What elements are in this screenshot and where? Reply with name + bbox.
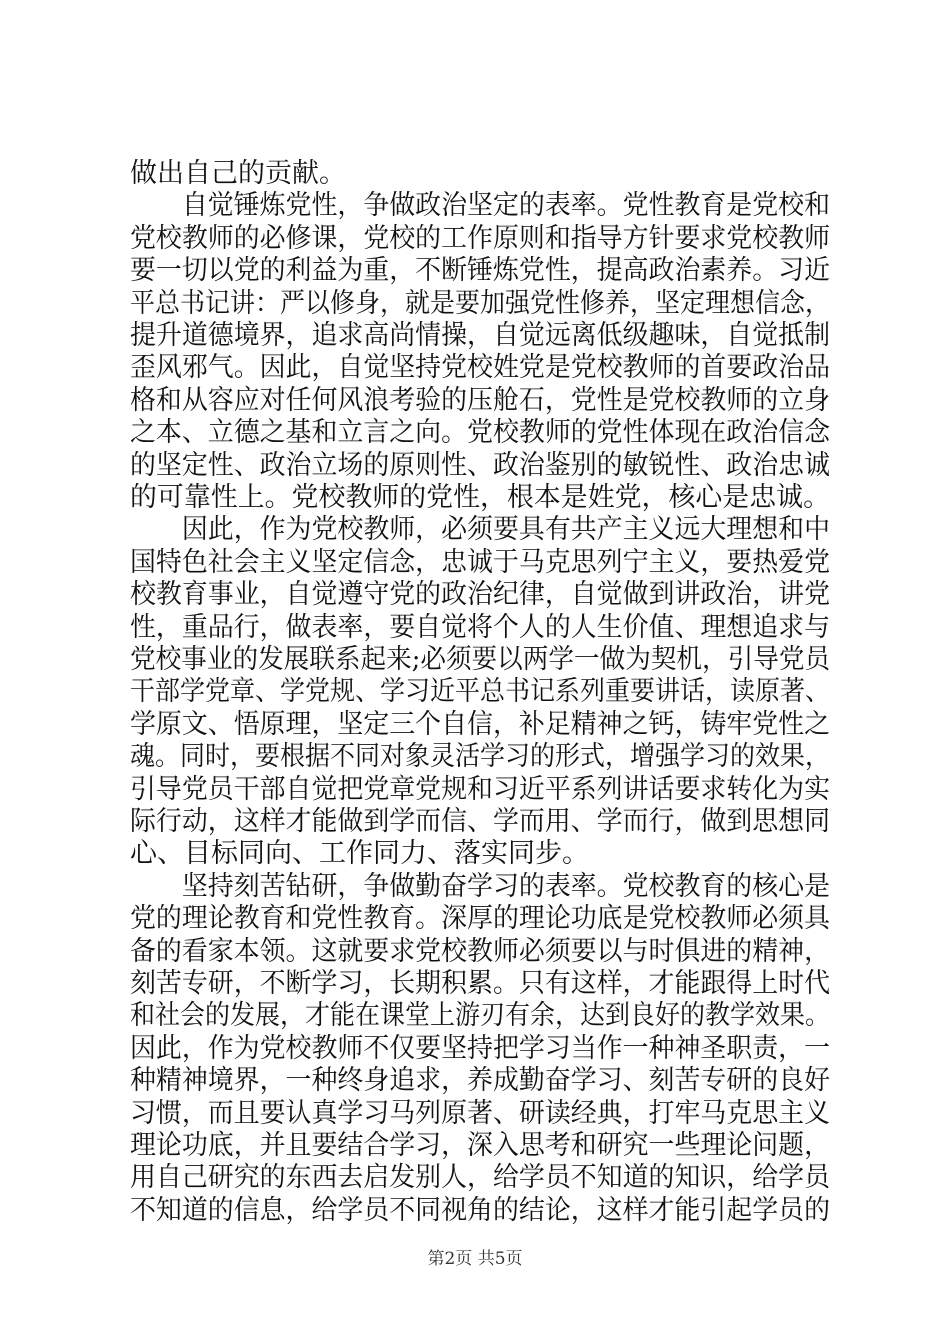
text-line: 党的理论教育和党性教育。深厚的理论功底是党校教师必须具 (130, 903, 830, 935)
text-line: 提升道德境界，追求高尚情操，自觉远离低级趣味，自觉抵制 (130, 320, 830, 351)
text-line: 备的看家本领。这就要求党校教师必须要以与时俱进的精神， (130, 935, 830, 967)
text-line: 性，重品行，做表率，要自觉将个人的人生价值、理想追求与 (130, 611, 830, 643)
text-line: 的坚定性、政治立场的原则性、政治鉴别的敏锐性、政治忠诚 (130, 449, 830, 481)
text-line: 要一切以党的利益为重，不断锤炼党性，提高政治素养。习近 (130, 255, 830, 287)
text-line: 习惯，而且要认真学习马列原著、研读经典，打牢马克思主义 (130, 1097, 830, 1129)
text-line: 魂。同时，要根据不同对象灵活学习的形式，增强学习的效果， (130, 741, 830, 773)
text-line: 刻苦专研，不断学习，长期积累。只有这样，才能跟得上时代 (130, 968, 830, 999)
text-line: 际行动，这样才能做到学而信、学而用、学而行，做到思想同 (130, 806, 830, 837)
text-line: 的可靠性上。党校教师的党性，根本是姓党，核心是忠诚。 (130, 482, 830, 513)
text-line: 不知道的信息，给学员不同视角的结论，这样才能引起学员的 (130, 1194, 830, 1226)
text-line: 学原文、悟原理，坚定三个自信，补足精神之钙，铸牢党性之 (130, 708, 830, 740)
text-line: 歪风邪气。因此，自觉坚持党校姓党是党校教师的首要政治品 (130, 352, 830, 384)
text-line: 理论功底，并且要结合学习，深入思考和研究一些理论问题， (130, 1130, 830, 1161)
text-line: 种精神境界，一种终身追求，养成勤奋学习、刻苦专研的良好 (130, 1065, 830, 1097)
text-line: 党校教师的必修课，党校的工作原则和指导方针要求党校教师 (130, 222, 830, 254)
text-line: 之本、立德之基和立言之向。党校教师的党性体现在政治信念 (130, 417, 830, 449)
text-line: 因此，作为党校教师不仅要坚持把学习当作一种神圣职责，一 (130, 1032, 830, 1064)
text-line: 干部学党章、学党规、学习近平总书记系列重要讲话，读原著、 (130, 676, 830, 708)
text-line: 因此，作为党校教师，必须要具有共产主义远大理想和中 (130, 514, 830, 546)
page-footer: 第2页 共5页 (427, 1249, 523, 1269)
text-line: 引导党员干部自觉把党章党规和习近平系列讲话要求转化为实 (130, 773, 830, 805)
text-line: 心、目标同向、工作同力、落实同步。 (130, 838, 589, 870)
text-line: 用自己研究的东西去启发别人，给学员不知道的知识，给学员 (130, 1162, 830, 1194)
text-line: 党校事业的发展联系起来;必须要以两学一做为契机，引导党员 (130, 644, 831, 675)
text-line: 国特色社会主义坚定信念，忠诚于马克思列宁主义，要热爱党 (130, 546, 830, 578)
text-line: 做出自己的贡献。 (130, 158, 346, 189)
text-line: 自觉锤炼党性，争做政治坚定的表率。党性教育是党校和 (130, 190, 830, 222)
text-line: 坚持刻苦钻研，争做勤奋学习的表率。党校教育的核心是 (130, 870, 830, 902)
text-line: 校教育事业，自觉遵守党的政治纪律，自觉做到讲政治，讲党 (130, 579, 830, 611)
text-line: 格和从容应对任何风浪考验的压舱石，党性是党校教师的立身 (130, 384, 830, 416)
text-line: 平总书记讲：严以修身，就是要加强党性修养，坚定理想信念， (130, 287, 830, 319)
text-line: 和社会的发展，才能在课堂上游刃有余，达到良好的教学效果。 (130, 1000, 830, 1032)
